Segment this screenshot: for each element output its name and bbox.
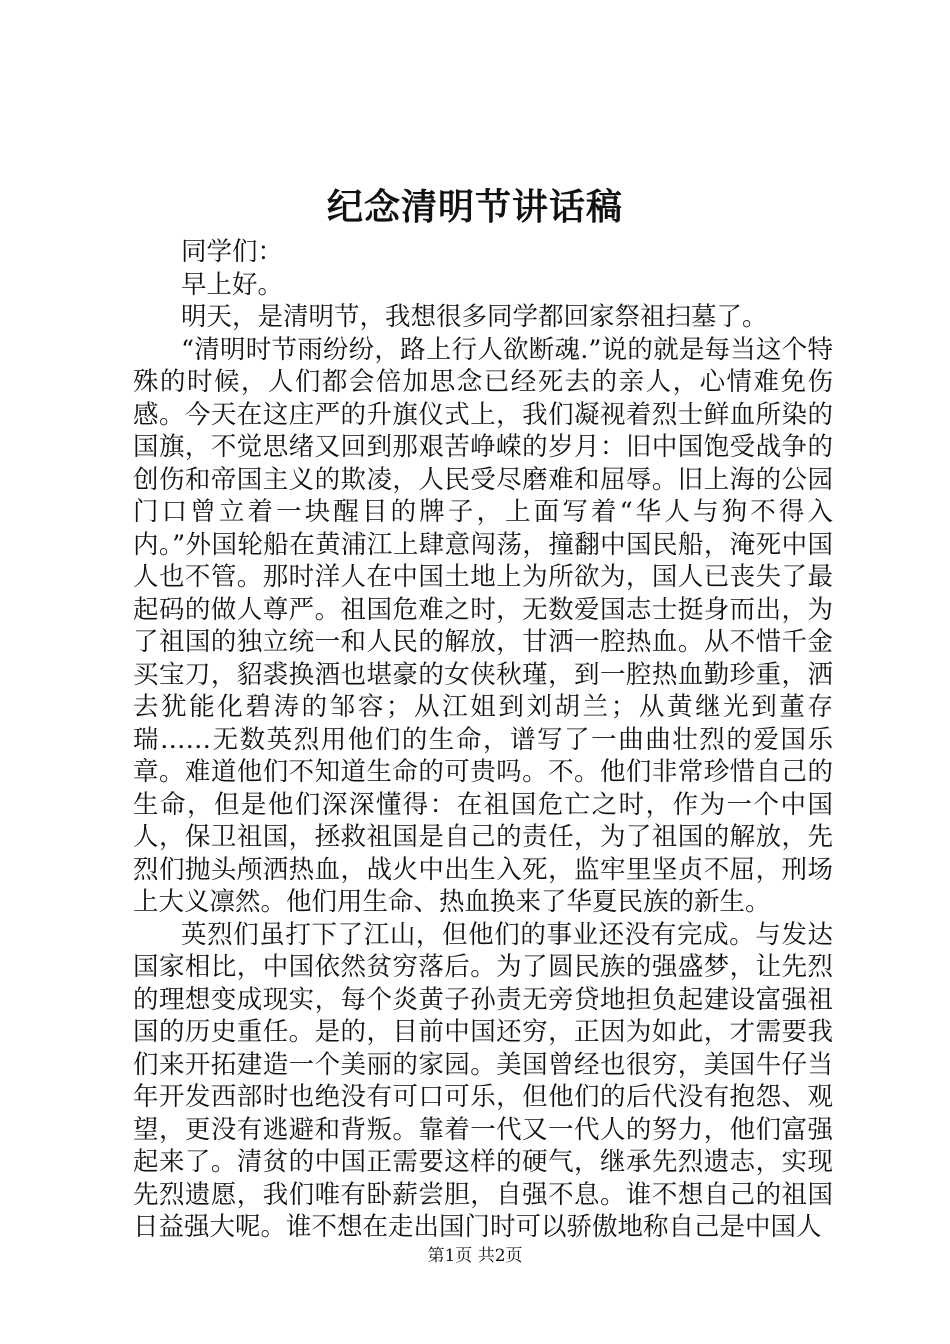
paragraph: 明天，是清明节，我想很多同学都回家祭祖扫墓了。 (181, 302, 768, 332)
paragraph: “清明时节雨纷纷，路上行人欲断魂.”说的就是每当这个特殊的时候，人们都会倍加思念已经死去的亲人，心情难免伤感。今天在这庄严的升旗仪式上，我们凝视着烈士鲜血所染的国旗，不觉思绪又回到那艰苦峥嵘的岁月：旧中国饱受战争的创伤和帝国主义的欺凌，人民受尽磨难和屈辱。旧上海的公园门口曾立着一块醒目的牌子，上面写着“华人与狗不得入内。”外国轮船在黄浦江上肆意闯荡，撞翻中国民船，淹死中国人也不管。那时洋人在中国土地上为所欲为，国人已丧失了最起码的做人尊严。祖国危难之时，无数爱国志士挺身而出，为了祖国的独立统一和人民的解放，甘洒一腔热血。从不惜千金买宝刀，貂裘换酒也堪豪的女侠秋瑾，到一腔热血勤珍重，洒去犹能化碧涛的邹容；从江姐到刘胡兰；从黄继光到董存瑞……无数英烈用他们的生命，谱写了一曲曲壮烈的爱国乐章。难道他们不知道生命的可贵吗。不。他们非常珍惜自己的生命，但是他们深深懂得：在祖国危亡之时，作为一个中国人，保卫祖国，拯救祖国是自己的责任，为了祖国的解放，先烈们抛头颅洒热血，战火中出生入死，监牢里坚贞不屈，刑场上大义凛然。他们用生命、热血换来了华夏民族的新生。 (133, 334, 833, 917)
page-number-footer: 第1页 共2页 (427, 1246, 523, 1266)
document-body (133, 236, 833, 1244)
salutation: 同学们： (181, 237, 284, 267)
document-title: 纪念清明节讲话稿 (326, 186, 623, 228)
greeting: 早上好。 (181, 269, 284, 300)
paragraph: 英烈们虽打下了江山，但他们的事业还没有完成。与发达国家相比，中国依然贫穷落后。为了圆民族的强盛梦，让先烈的理想变成现实，每个炎黄子孙责无旁贷地担负起建设富强祖国的历史重任。是的，目前中国还穷，正因为如此，才需要我们来开拓建造一个美丽的家园。美国曾经也很穷，美国牛仔当年开发西部时也绝没有可口可乐，但他们的后代没有抱怨、观望，更没有逃避和背叛。靠着一代又一代人的努力，他们富强起来了。清贫的中国正需要这样的硬气，继承先烈遗志，实现先烈遗愿，我们唯有卧薪尝胆，自强不息。谁不想自己的祖国日益强大呢。谁不想在走出国门时可以骄傲地称自己是中国人 (133, 919, 833, 1242)
